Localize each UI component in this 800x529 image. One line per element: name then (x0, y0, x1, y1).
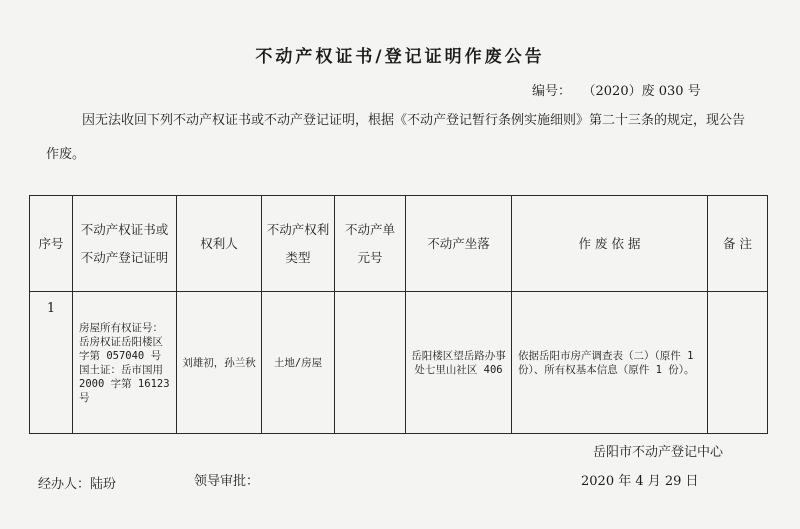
table-header-row (30, 196, 768, 292)
header-seq: 序号 (30, 196, 73, 292)
handler (38, 473, 116, 492)
cell-unit-no (335, 292, 406, 434)
header-location: 不动产坐落 (406, 196, 512, 292)
cell-location: 岳阳楼区望岳路办事处七里山社区 406 (406, 292, 512, 434)
cell-cert: 房屋所有权证号：岳房权证岳阳楼区字第 057040 号 国土证：岳市国用 2000 字第 16123 号 (73, 292, 177, 434)
header-basis: 作 废 依 据 (512, 196, 708, 292)
records-table (29, 195, 768, 434)
intro-paragraph: 因无法收回下列不动产权证书或不动产登记证明，根据《不动产登记暂行条例实施细则》第二十三条的规定，现公告作废。 (46, 113, 746, 162)
header-remark: 备 注 (708, 196, 768, 292)
handler-label: 经办人： (38, 477, 91, 492)
approval-label: 领导审批： (194, 474, 260, 489)
table-row (30, 292, 768, 434)
cell-seq: 1 (30, 292, 73, 434)
cell-right-type: 土地/房屋 (262, 292, 335, 434)
cell-basis: 依据岳阳市房产调查表（二）（原件 1 份）、所有权基本信息（原件 1 份）。 (512, 292, 708, 434)
page-title: 不动产权证书/登记证明作废公告 (255, 47, 545, 67)
header-holder: 权利人 (177, 196, 262, 292)
cell-holder: 刘雄初，孙兰秋 (177, 292, 262, 434)
issuing-center: 岳阳市不动产登记中心 (593, 445, 724, 460)
doc-number-value: （2020）废 030 号 (589, 84, 701, 99)
cell-remark (708, 292, 768, 434)
header-right-type: 不动产权利类型 (262, 196, 335, 292)
doc-number-label: 编号： (532, 84, 572, 99)
header-unit-no: 不动产单元号 (335, 196, 406, 292)
header-cert: 不动产权证书或不动产登记证明 (73, 196, 177, 292)
issue-date: 2020 年 4 月 29 日 (581, 474, 699, 489)
handler-name: 陆玢 (90, 477, 117, 492)
doc-number (532, 80, 701, 99)
